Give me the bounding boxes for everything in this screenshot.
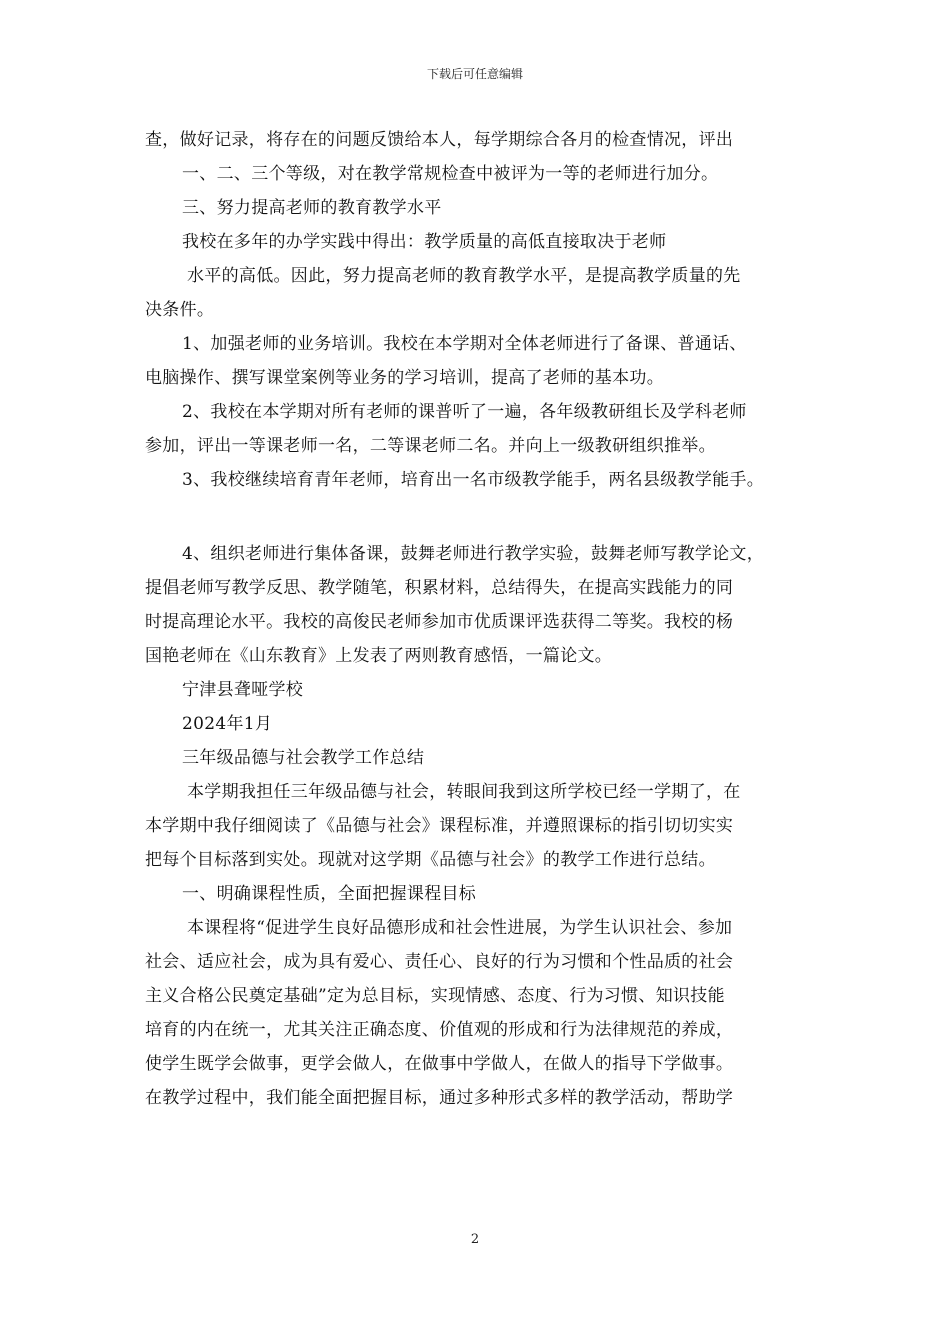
text-line: 一、二、三个等级，对在教学常规检查中被评为一等的老师进行加分。 bbox=[182, 164, 719, 184]
text-line: 三、努力提高老师的教育教学水平 bbox=[182, 198, 442, 218]
text-line: 主义合格公民奠定基础”定为总目标，实现情感、态度、行为习惯、知识技能 bbox=[145, 986, 725, 1006]
page-header: 下载后可任意编辑 bbox=[426, 67, 523, 81]
text-line: 电脑操作、撰写课堂案例等业务的学习培训，提高了老师的基本功。 bbox=[145, 368, 664, 388]
text-line: 我校在多年的办学实践中得出：教学质量的高低直接取决于老师 bbox=[182, 232, 667, 252]
text-line: 把每个目标落到实处。现就对这学期《品德与社会》的教学工作进行总结。 bbox=[145, 850, 716, 870]
text-line: 3、我校继续培育青年老师，培育出一名市级教学能手，两名县级教学能手。 bbox=[182, 470, 765, 490]
text-line: 本学期中我仔细阅读了《品德与社会》课程标准，并遵照课标的指引切切实实 bbox=[145, 816, 734, 836]
text-line: 参加，评出一等课老师一名，二等课老师二名。并向上一级教研组织推举。 bbox=[145, 436, 716, 456]
text-line: 2024年1月 bbox=[182, 714, 273, 734]
text-line: 三年级品德与社会教学工作总结 bbox=[182, 748, 425, 768]
text-line: 时提高理论水平。我校的高俊民老师参加市优质课评选获得二等奖。我校的杨 bbox=[145, 612, 734, 632]
text-line: 1、加强老师的业务培训。我校在本学期对全体老师进行了备课、普通话、 bbox=[182, 334, 747, 354]
text-line: 本学期我担任三年级品德与社会，转眼间我到这所学校已经一学期了，在 bbox=[187, 782, 741, 802]
text-line: 社会、适应社会，成为具有爱心、责任心、良好的行为习惯和个性品质的社会 bbox=[145, 952, 734, 972]
text-line: 水平的高低。因此，努力提高老师的教育教学水平，是提高教学质量的先 bbox=[187, 266, 741, 286]
blank-line bbox=[145, 497, 815, 537]
text-line: 4、组织老师进行集体备课，鼓舞老师进行教学实验，鼓舞老师写教学论文， bbox=[182, 544, 765, 564]
text-line: 本课程将“促进学生良好品德形成和社会性进展，为学生认识社会、参加 bbox=[187, 918, 733, 938]
text-line: 决条件。 bbox=[145, 300, 215, 320]
document-body bbox=[145, 123, 815, 1115]
text-line: 2、我校在本学期对所有老师的课普听了一遍，各年级教研组长及学科老师 bbox=[182, 402, 747, 422]
text-line: 在教学过程中，我们能全面把握目标，通过多种形式多样的教学活动，帮助学 bbox=[145, 1088, 734, 1108]
text-line: 国艳老师在《山东教育》上发表了两则教育感悟，一篇论文。 bbox=[145, 646, 613, 666]
text-line: 宁津县聋哑学校 bbox=[182, 680, 304, 700]
text-line: 查，做好记录，将存在的问题反馈给本人，每学期综合各月的检查情况，评出 bbox=[145, 130, 734, 150]
text-line: 一、明确课程性质，全面把握课程目标 bbox=[182, 884, 477, 904]
page-number: 2 bbox=[470, 1232, 480, 1247]
text-line: 培育的内在统一，尤其关注正确态度、价值观的形成和行为法律规范的养成， bbox=[145, 1020, 734, 1040]
text-line: 提倡老师写教学反思、教学随笔，积累材料，总结得失，在提高实践能力的同 bbox=[145, 578, 734, 598]
text-line: 使学生既学会做事，更学会做人，在做事中学做人，在做人的指导下学做事。 bbox=[145, 1054, 734, 1074]
